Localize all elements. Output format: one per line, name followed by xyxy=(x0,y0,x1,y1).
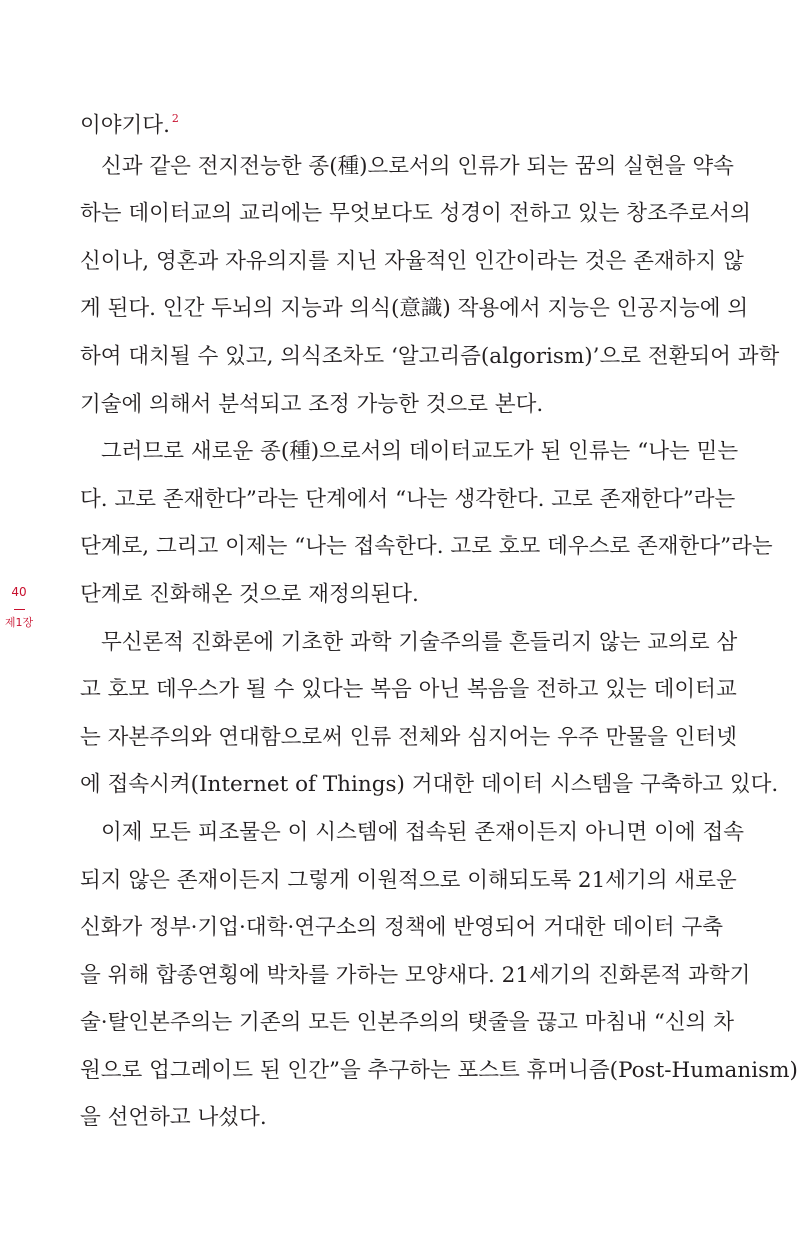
line-text: 에 접속시켜(Internet of Things) 거대한 데이터 시스템을 구축하고 있다. xyxy=(80,772,779,798)
footnote-marker[interactable]: 2 xyxy=(171,112,179,125)
line-text: 원으로 업그레이드 된 인간”을 추구하는 포스트 휴머니즘(Post-Humanism) xyxy=(80,1057,798,1083)
text-line xyxy=(80,666,737,714)
line-text: 그러므로 새로운 종(種)으로서의 데이터교도가 된 인류는 “나는 믿는 xyxy=(101,439,739,465)
line-text: 이야기다. xyxy=(80,113,170,138)
line-text: 신화가 정부·기업·대학·연구소의 정책에 반영되어 거대한 데이터 구축 xyxy=(80,915,724,941)
text-line xyxy=(80,761,779,809)
text-line xyxy=(80,1047,798,1095)
line-text: 을 위해 합종연횡에 박차를 가하는 모양새다. 21세기의 진화론적 과학기 xyxy=(80,962,751,988)
text-line xyxy=(80,952,751,1000)
margin-info xyxy=(0,584,38,630)
text-line xyxy=(80,333,780,381)
line-text: 술·탈인본주의는 기존의 모든 인본주의의 탯줄을 끊고 마침내 “신의 차 xyxy=(80,1010,735,1036)
text-line xyxy=(80,428,739,476)
line-text: 다. 고로 존재한다”라는 단계에서 “나는 생각한다. 고로 존재한다”라는 xyxy=(80,486,736,512)
line-text: 단계로, 그리고 이제는 “나는 접속한다. 고로 호모 데우스로 존재한다”라는 xyxy=(80,534,773,560)
line-text: 단계로 진화해온 것으로 재정의된다. xyxy=(80,581,419,607)
text-line xyxy=(80,571,697,619)
text-line xyxy=(80,143,734,191)
text-line xyxy=(80,381,697,429)
line-text: 고 호모 데우스가 될 수 있다는 복음 아닌 복음을 전하고 있는 데이터교 xyxy=(80,677,737,703)
line-text: 을 선언하고 나섰다. xyxy=(80,1105,267,1131)
text-line xyxy=(80,238,744,286)
text-line xyxy=(80,999,735,1047)
line-text: 신이나, 영혼과 자유의지를 지닌 자율적인 인간이라는 것은 존재하지 않 xyxy=(80,248,744,274)
line-text: 신과 같은 전지전능한 종(種)으로서의 인류가 되는 꿈의 실현을 약속 xyxy=(101,153,734,179)
line-text: 기술에 의해서 분석되고 조정 가능한 것으로 본다. xyxy=(80,391,544,417)
text-line xyxy=(80,619,738,667)
page-body xyxy=(80,95,798,1142)
text-line xyxy=(80,1094,697,1142)
line-text: 하는 데이터교의 교리에는 무엇보다도 성경이 전하고 있는 창조주로서의 xyxy=(80,201,751,227)
text-line xyxy=(80,809,745,857)
text-line xyxy=(80,523,773,571)
line-text: 무신론적 진화론에 기초한 과학 기술주의를 흔들리지 않는 교의로 삼 xyxy=(101,629,738,655)
line-text: 는 자본주의와 연대함으로써 인류 전체와 심지어는 우주 만물을 인터넷 xyxy=(80,724,737,750)
margin-rule xyxy=(14,609,25,610)
line-text: 하여 대치될 수 있고, 의식조차도 ‘알고리즘(algorism)’으로 전환되어 과학 xyxy=(80,343,780,369)
text-line xyxy=(80,857,737,905)
text-line xyxy=(80,190,751,238)
chapter-label: 제1장 xyxy=(4,616,34,629)
page-number: 40 xyxy=(11,585,27,599)
text-line xyxy=(80,714,737,762)
text-line xyxy=(80,904,724,952)
text-line xyxy=(80,285,749,333)
text-line xyxy=(80,95,697,143)
line-text: 되지 않은 존재이든지 그렇게 이원적으로 이해되도록 21세기의 새로운 xyxy=(80,867,737,893)
text-line xyxy=(80,476,736,524)
line-text: 이제 모든 피조물은 이 시스템에 접속된 존재이든지 아니면 이에 접속 xyxy=(101,819,745,845)
line-text: 게 된다. 인간 두뇌의 지능과 의식(意識) 작용에서 지능은 인공지능에 의 xyxy=(80,296,749,322)
